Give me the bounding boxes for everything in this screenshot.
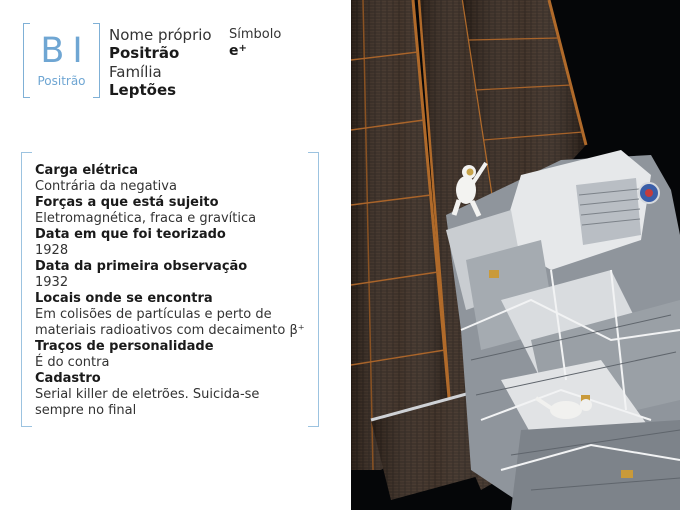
space-station-photo	[351, 0, 680, 510]
element-badge	[23, 23, 100, 98]
field-label: Cadastro	[35, 371, 101, 386]
field-value: É do contra	[35, 355, 110, 370]
field-record	[35, 371, 309, 419]
symbol-value	[229, 42, 281, 58]
field-label: Locais onde se encontra	[35, 291, 213, 306]
field-label: Traços de personalidade	[35, 339, 214, 354]
space-station-illustration	[351, 0, 680, 510]
symbol-base: e	[229, 43, 239, 59]
field-first-observation	[35, 259, 309, 291]
name-value: Positrão	[109, 44, 180, 62]
name-label: Nome próprio	[109, 26, 212, 44]
family-label: Família	[109, 63, 162, 81]
field-charge	[35, 163, 309, 195]
symbol-info	[229, 28, 281, 58]
field-value: Contrária da negativa	[35, 179, 177, 194]
field-value: Serial killer de eletrões. Suicida-se sempre no final	[35, 387, 260, 418]
field-label: Data da primeira observação	[35, 259, 248, 274]
field-value: 1932	[35, 275, 69, 290]
field-locations	[35, 291, 309, 339]
card-bracket-right	[308, 152, 319, 427]
symbol-superscript: +	[238, 43, 247, 54]
badge-code: BI	[40, 31, 91, 71]
header-info	[109, 26, 229, 100]
field-value: Em colisões de partículas e perto de materiais radioativos com decaimento β⁺	[35, 307, 305, 338]
field-label: Data em que foi teorizado	[35, 227, 226, 242]
field-value: Eletromagnética, fraca e gravítica	[35, 211, 257, 226]
station-truss	[446, 150, 680, 510]
field-forces	[35, 195, 309, 227]
field-value: 1928	[35, 243, 69, 258]
card-bracket-left	[21, 152, 32, 427]
field-label: Forças a que está sujeito	[35, 195, 219, 210]
family-value: Leptões	[109, 81, 177, 99]
badge-subtitle: Positrão	[37, 74, 86, 88]
symbol-label: Símbolo	[229, 27, 282, 42]
field-list	[35, 163, 309, 419]
field-label: Carga elétrica	[35, 163, 138, 178]
info-card	[21, 152, 319, 427]
field-theorized	[35, 227, 309, 259]
field-personality	[35, 339, 309, 371]
